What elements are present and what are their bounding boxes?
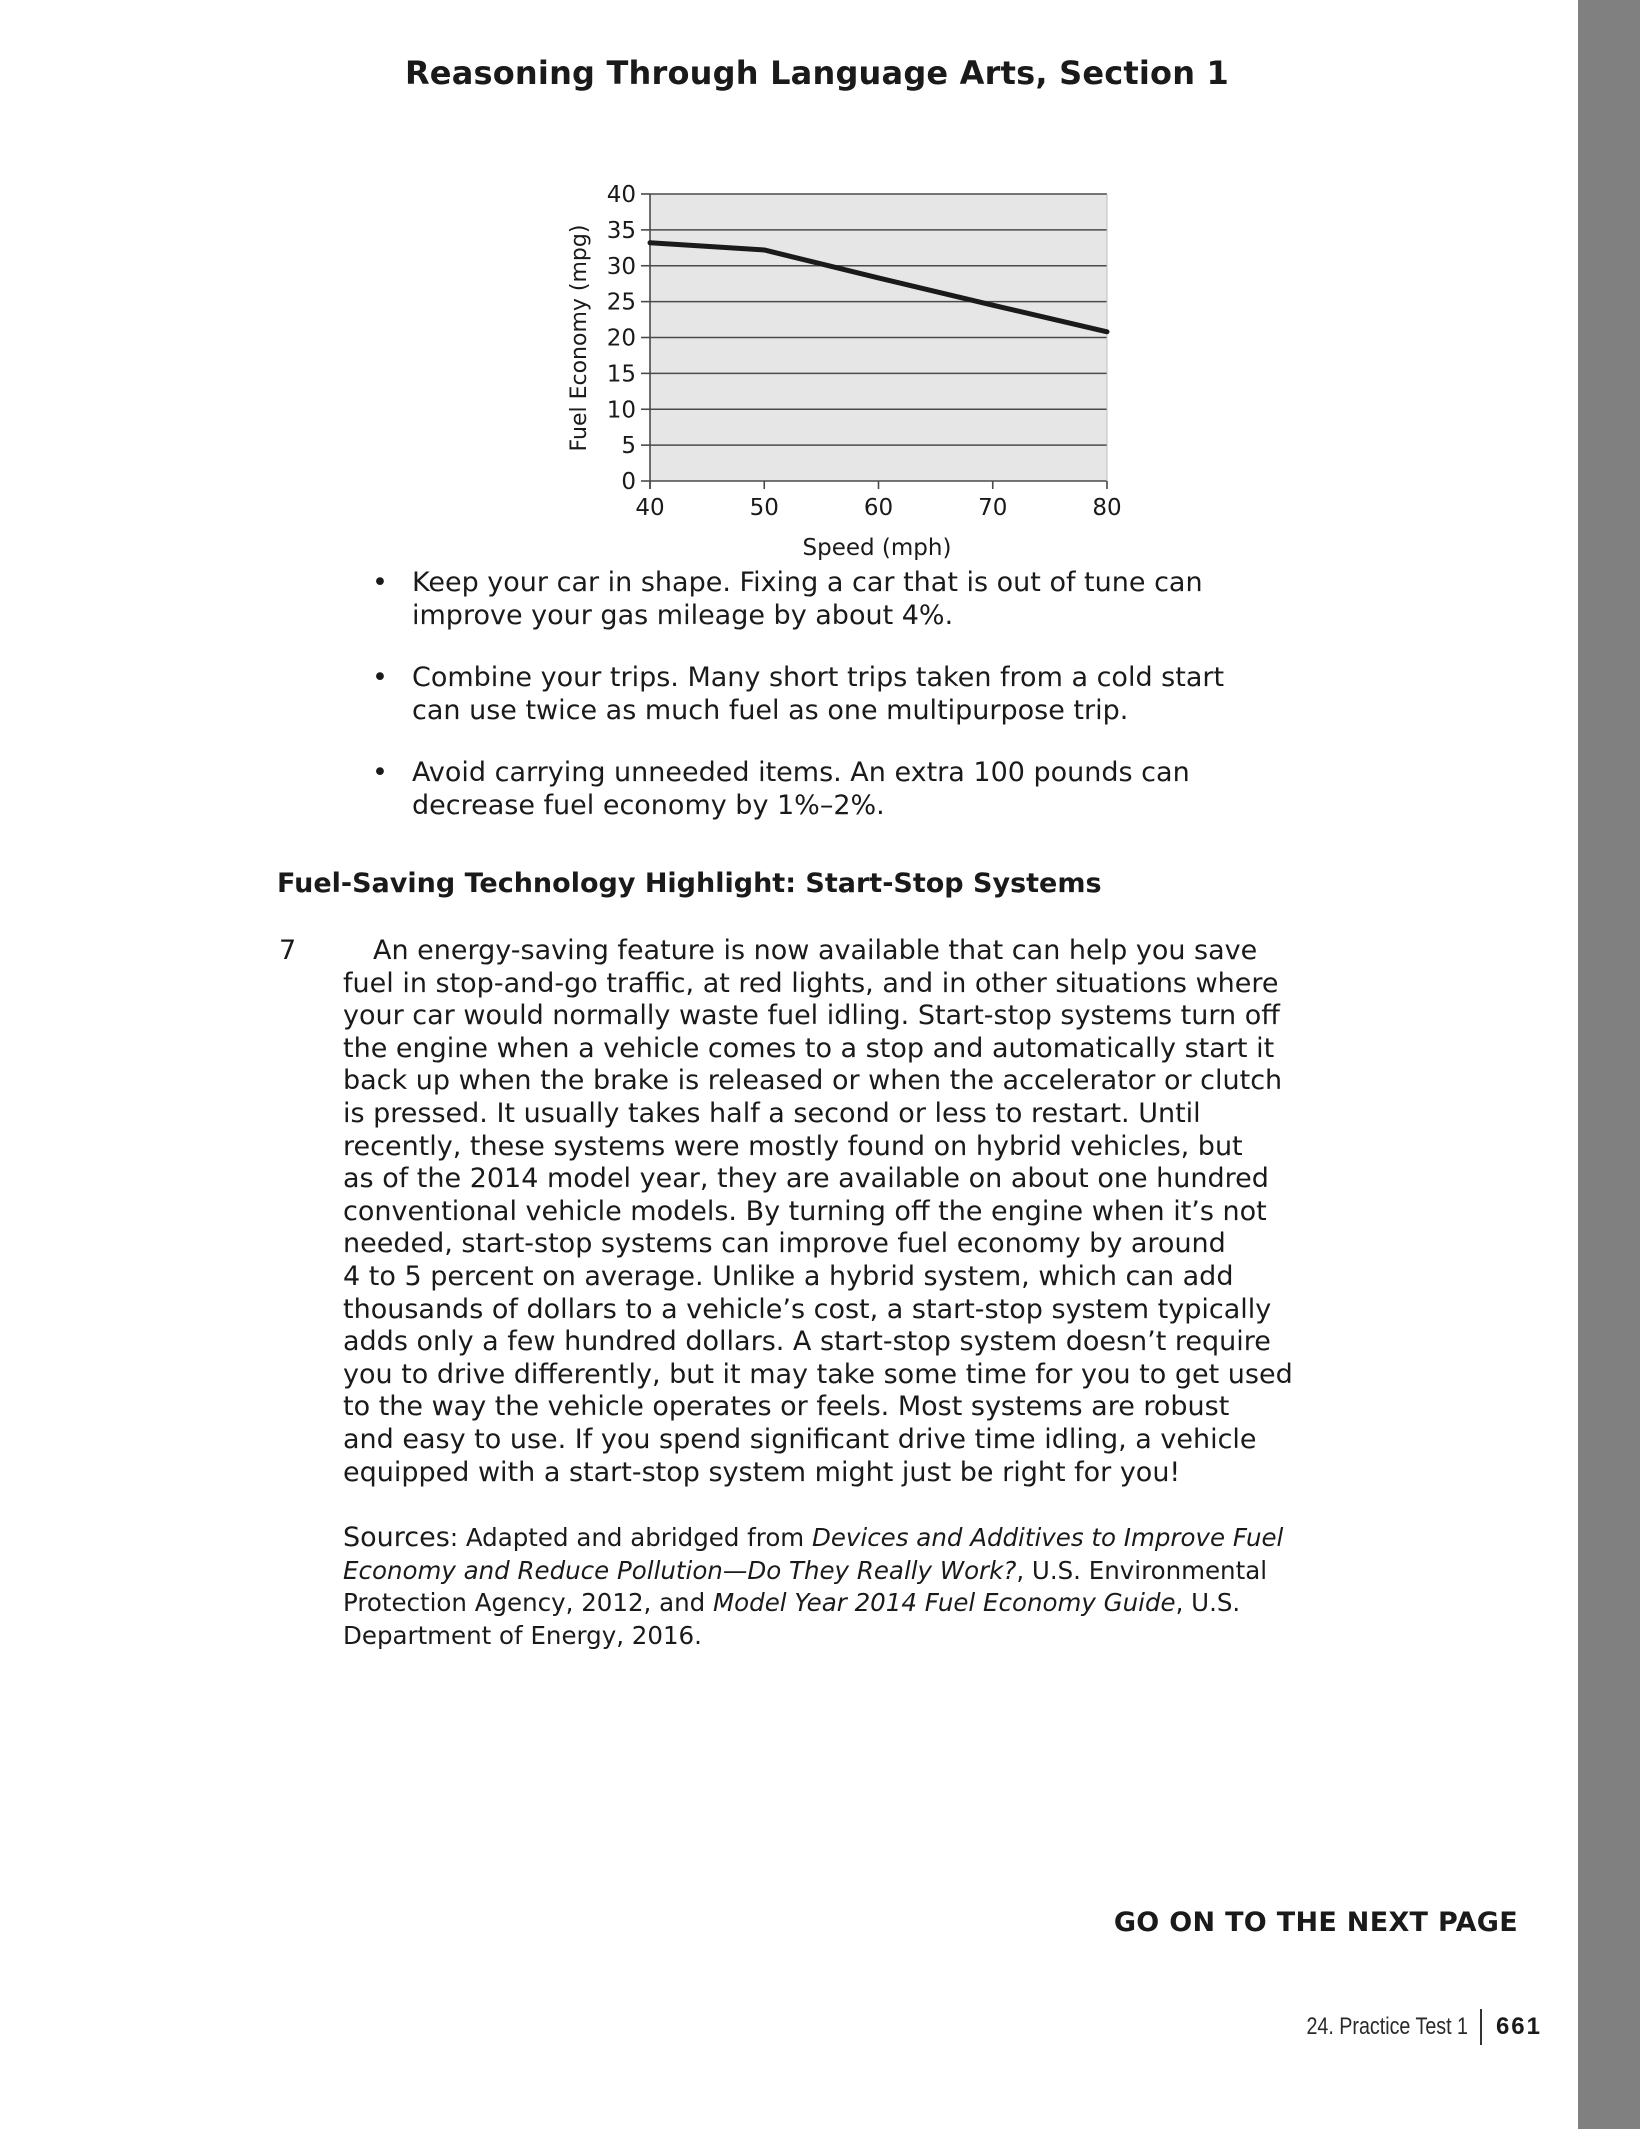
source-title: Model Year 2014 Fuel Economy Guide: [713, 1588, 1176, 1617]
tip-item: [372, 566, 1332, 632]
tips-list: [372, 566, 1332, 851]
paragraph-line: fuel in stop-and-go traffic, at red lights, and in other situations where: [343, 967, 1279, 999]
x-tick-label: 70: [978, 495, 1008, 521]
y-tick-label: 25: [606, 289, 636, 316]
sources-line: [343, 1587, 1363, 1620]
sources-text: : Adapted and abridged from: [449, 1523, 812, 1552]
paragraph-line: needed, start-stop systems can improve fuel economy by around: [343, 1228, 1226, 1260]
sources-line: Department of Energy, 2016.: [343, 1620, 702, 1650]
paragraph-body: [343, 935, 1363, 1489]
tip-line: decrease fuel economy by 1%–2%.: [412, 790, 885, 821]
page-title-text: Reasoning Through Language Arts, Section 1: [404, 54, 1230, 92]
x-tick-label: 60: [863, 495, 894, 521]
paragraph-line: is pressed. It usually takes half a second or less to restart. Until: [343, 1097, 1201, 1129]
tip-item: [372, 661, 1332, 727]
fuel-economy-chart: [0, 0, 1640, 570]
y-tick-label: 10: [606, 397, 636, 424]
paragraph-line: your car would normally waste fuel idling. Start-stop systems turn off: [343, 1000, 1280, 1032]
paragraph-line: as of the 2014 model year, they are available on about one hundred: [343, 1163, 1269, 1195]
page-footer: [1271, 2009, 1542, 2045]
y-tick-label: 15: [606, 361, 636, 388]
paragraph-line: you to drive differently, but it may take some time for you to get used: [343, 1358, 1293, 1390]
sources-label: Sources: [343, 1522, 450, 1553]
paragraph-line: back up when the brake is released or when the accelerator or clutch: [343, 1065, 1283, 1097]
tip-line: Avoid carrying unneeded items. An extra 100 pounds can: [412, 757, 1190, 788]
x-tick-label: 40: [635, 495, 665, 521]
paragraph-line: to the way the vehicle operates or feels. Most systems are robust: [343, 1391, 1230, 1423]
tip-line: can use twice as much fuel as one multipurpose trip.: [412, 695, 1129, 726]
paragraph-line: recently, these systems were mostly found on hybrid vehicles, but: [343, 1130, 1243, 1162]
x-tick-label: 50: [749, 495, 779, 521]
paragraph-line: the engine when a vehicle comes to a stop and automatically start it: [343, 1032, 1275, 1064]
sources-line: [343, 1522, 1363, 1555]
paragraph-line: conventional vehicle models. By turning off the engine when it’s not: [343, 1195, 1267, 1227]
tip-line: Combine your trips. Many short trips taken from a cold start: [412, 662, 1225, 693]
footer-divider: [1480, 2009, 1482, 2045]
y-tick-label: 35: [606, 217, 636, 244]
section-heading: Fuel-Saving Technology Highlight: Start-Stop Systems: [277, 868, 1102, 899]
paragraph-line: 4 to 5 percent on average. Unlike a hybrid system, which can add: [343, 1260, 1234, 1292]
y-tick-label: 30: [606, 253, 636, 280]
sources-text: Protection Agency, 2012, and: [343, 1588, 714, 1617]
bullet-icon: •: [372, 662, 388, 693]
chapter-label: 24. Practice Test 1: [1306, 2013, 1468, 2040]
tip-line: Keep your car in shape. Fixing a car that is out of tune can: [412, 567, 1203, 598]
sources-text: , U.S.: [1175, 1588, 1241, 1617]
tip-item: [372, 756, 1332, 822]
paragraph-line: equipped with a start-stop system might just be right for you!: [343, 1456, 1181, 1488]
go-on-next-page: GO ON TO THE NEXT PAGE: [1113, 1907, 1518, 1938]
tip-line: improve your gas mileage by about 4%.: [412, 600, 954, 631]
bullet-icon: •: [372, 757, 388, 788]
x-tick-label: 80: [1092, 495, 1122, 521]
y-axis-label: Fuel Economy (mpg): [567, 224, 592, 452]
sources-text: , U.S. Environmental: [1016, 1555, 1268, 1585]
source-title: Devices and Additives to Improve Fuel: [811, 1523, 1284, 1552]
paragraph-line: and easy to use. If you spend significant drive time idling, a vehicle: [343, 1423, 1257, 1455]
y-tick-label: 5: [621, 433, 636, 460]
x-axis-label: Speed (mph): [802, 535, 952, 561]
paragraph-line: adds only a few hundred dollars. A start-stop system doesn’t require: [343, 1326, 1271, 1358]
sources-line: [343, 1555, 1363, 1588]
bullet-icon: •: [372, 567, 388, 598]
y-tick-label: 0: [621, 469, 636, 495]
paragraph-line: An energy-saving feature is now available that can help you save: [373, 935, 1258, 966]
paragraph-line: thousands of dollars to a vehicle’s cost, a start-stop system typically: [343, 1293, 1272, 1325]
source-title: Economy and Reduce Pollution—Do They Really Work?: [343, 1555, 1017, 1585]
y-tick-label: 20: [606, 325, 636, 352]
page-number: 661: [1495, 2013, 1542, 2040]
paragraph-number: 7: [279, 935, 297, 966]
sources-citation: [343, 1522, 1363, 1652]
y-tick-label: 40: [606, 182, 636, 208]
